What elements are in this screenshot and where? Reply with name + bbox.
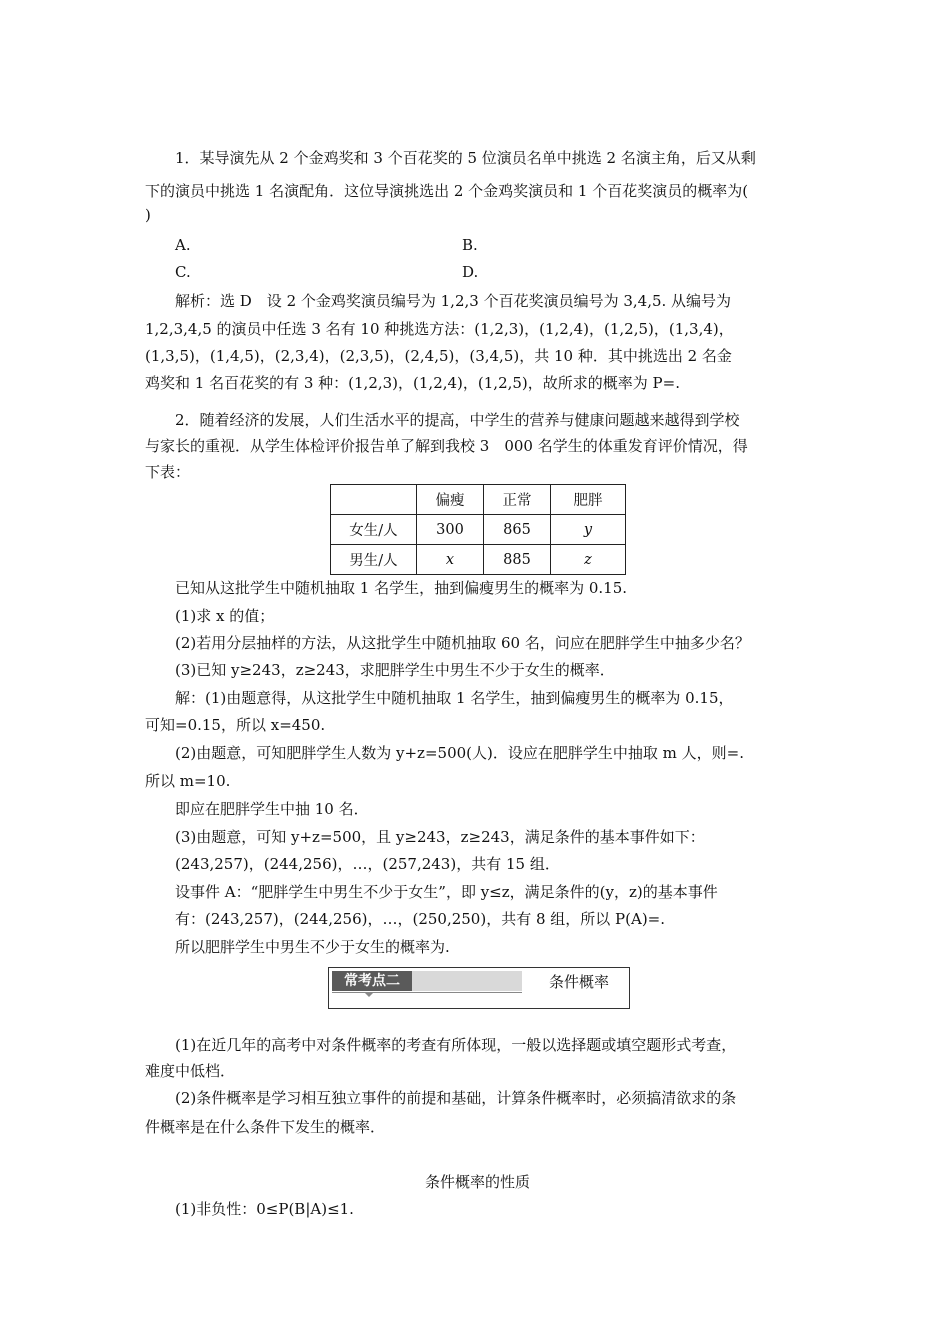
q2-solution-1a: 解：(1)由题意得，从这批学生中随机抽取 1 名学生，抽到偏瘦男生的概率为 0.15， xyxy=(175,689,734,707)
note-2b: 件概率是在什么条件下发生的概率． xyxy=(145,1118,386,1136)
q1-solution-3: (1,3,5)，(1,4,5)，(2,3,4)，(2,3,5)，(2,4,5)，(3,4,5)，共 10 种．其中挑选出 2 名金 xyxy=(145,347,732,365)
table-row xyxy=(331,545,626,575)
table-row xyxy=(331,515,626,545)
keypoint-title: 条件概率 xyxy=(548,973,609,991)
table-header-cell: 正常 xyxy=(484,485,551,515)
q2-solution-3e: 所以肥胖学生中男生不少于女生的概率为. xyxy=(175,938,450,956)
q1-line-1: 1．某导演先从 2 个金鸡奖和 3 个百花奖的 5 位演员名单中挑选 2 名演主角，后又从剩 xyxy=(175,149,756,167)
q1-solution-4: 鸡奖和 1 名百花奖的有 3 种：(1,2,3)，(1,2,4)，(1,2,5)，故所求的概率为 P=. xyxy=(145,374,680,392)
q2-solution-3b: (243,257)，(244,256)，…，(257,243)，共有 15 组． xyxy=(175,855,560,873)
q2-line-2: 与家长的重视．从学生体检评价报告单了解到我校 3 000 名学生的体重发育评价情况，得 xyxy=(145,437,748,455)
q2-part-2: (2)若用分层抽样的方法，从这批学生中随机抽取 60 名，问应在肥胖学生中抽多少名？ xyxy=(175,634,750,652)
q2-solution-3d: 有：(243,257)，(244,256)，…，(250,250)，共有 8 组，所以 P(A)=. xyxy=(175,910,666,928)
table-cell: 865 xyxy=(484,515,551,545)
keypoint-heading-box xyxy=(328,967,630,1009)
q1-option-c: C. xyxy=(175,263,191,281)
table-header-cell: 肥胖 xyxy=(551,485,626,515)
table-header-row xyxy=(331,485,626,515)
q1-solution-2: 1,2,3,4,5 的演员中任选 3 名有 10 种挑选方法：(1,2,3)，(1,2,4)，(1,2,5)，(1,3,4)， xyxy=(145,320,734,338)
table-header-cell xyxy=(331,485,417,515)
q2-solution-1b: 可知=0.15，所以 x=450. xyxy=(145,716,326,734)
q2-solution-3a: (3)由题意，可知 y+z=500，且 y≥243，z≥243，满足条件的基本事件如下： xyxy=(175,828,705,846)
q1-option-d: D. xyxy=(462,263,479,281)
table-cell: y xyxy=(551,515,626,545)
q2-line-3: 下表： xyxy=(145,463,191,481)
table-header-cell: 偏瘦 xyxy=(417,485,484,515)
q1-option-b: B. xyxy=(462,236,478,254)
keypoint-badge-label: 常考点二 xyxy=(332,971,412,991)
note-1b: 难度中低档． xyxy=(145,1062,236,1080)
q2-solution-2b: 所以 m=10. xyxy=(145,772,231,790)
q2-part-3: (3)已知 y≥243，z≥243，求肥胖学生中男生不少于女生的概率． xyxy=(175,661,615,679)
weight-table xyxy=(330,484,626,575)
q1-solution-1: 解析：选 D 设 2 个金鸡奖演员编号为 1,2,3 个百花奖演员编号为 3,4,5. 从编号为 xyxy=(175,292,732,310)
table-cell: z xyxy=(551,545,626,575)
keypoint-divider xyxy=(332,992,522,993)
note-2a: (2)条件概率是学习相互独立事件的前提和基础，计算条件概率时，必须搞清欲求的条 xyxy=(175,1089,737,1107)
q2-given: 已知从这批学生中随机抽取 1 名学生，抽到偏瘦男生的概率为 0.15. xyxy=(175,579,628,597)
q2-solution-2a: (2)由题意，可知肥胖学生人数为 y+z=500(人)．设应在肥胖学生中抽取 m 人，则=. xyxy=(175,744,744,762)
q1-line-3: ) xyxy=(145,206,151,224)
keypoint-pointer-icon xyxy=(365,993,373,997)
table-cell: 女生/人 xyxy=(331,515,417,545)
properties-heading: 条件概率的性质 xyxy=(424,1173,530,1191)
table-cell: 300 xyxy=(417,515,484,545)
q2-line-1: 2．随着经济的发展，人们生活水平的提高，中学生的营养与健康问题越来越得到学校 xyxy=(175,411,740,429)
q2-part-1: (1)求 x 的值； xyxy=(175,607,275,625)
q2-solution-3c: 设事件 A：“肥胖学生中男生不少于女生”，即 y≤z，满足条件的(y，z)的基本事件 xyxy=(175,883,718,901)
table-cell: x xyxy=(417,545,484,575)
q1-option-a: A. xyxy=(175,236,191,254)
q1-line-2: 下的演员中挑选 1 名演配角．这位导演挑选出 2 个金鸡奖演员和 1 个百花奖演员的概率为( xyxy=(145,182,749,200)
keypoint-badge xyxy=(332,971,522,991)
property-1: (1)非负性：0≤P(B|A)≤1. xyxy=(175,1200,354,1218)
note-1a: (1)在近几年的高考中对条件概率的考查有所体现，一般以选择题或填空题形式考查， xyxy=(175,1036,737,1054)
table-cell: 男生/人 xyxy=(331,545,417,575)
q2-solution-2c: 即应在肥胖学生中抽 10 名． xyxy=(175,800,369,818)
table-cell: 885 xyxy=(484,545,551,575)
